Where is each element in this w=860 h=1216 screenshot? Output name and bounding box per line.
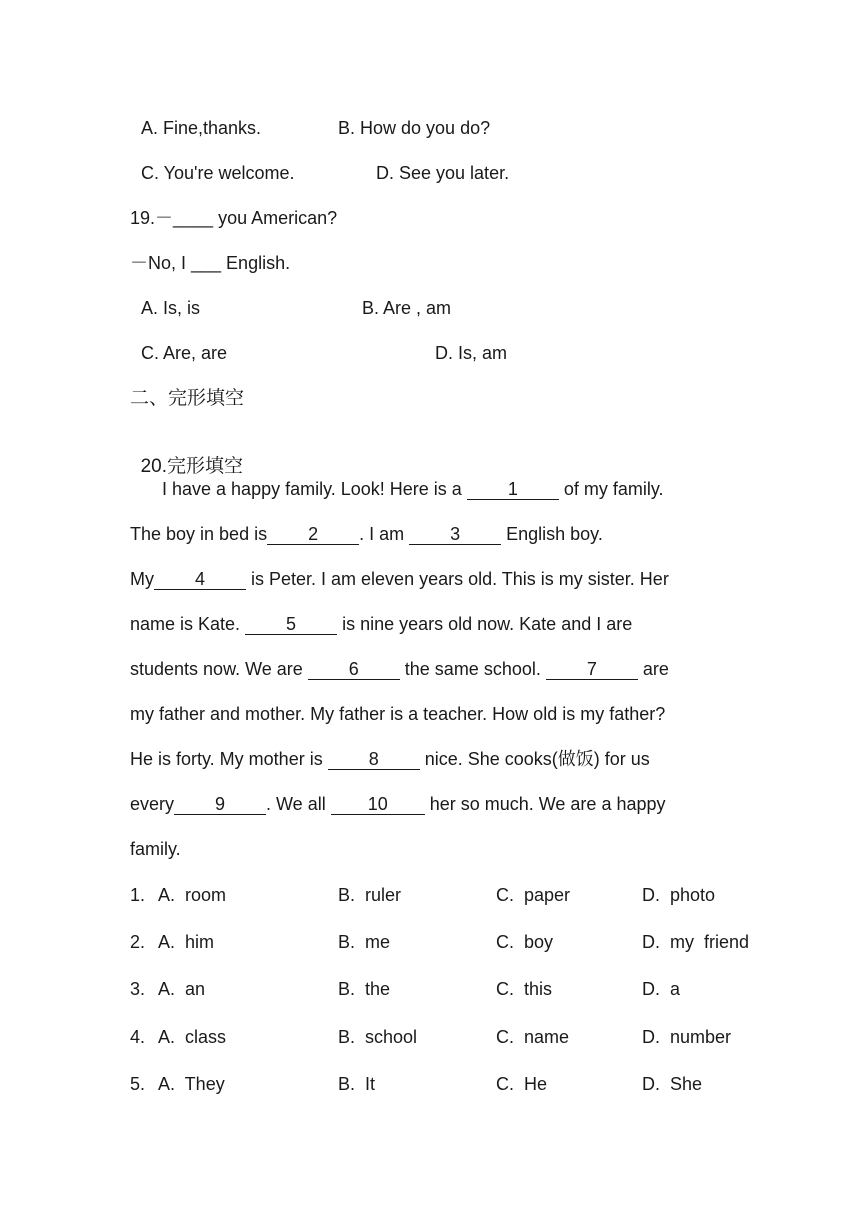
choice-d[interactable]: D. She	[642, 1074, 703, 1094]
choice-number: 4.	[130, 1027, 146, 1047]
passage-text: He is forty. My mother is	[130, 749, 328, 769]
choice-row-3	[130, 977, 790, 1001]
passage-text: . We all	[266, 794, 331, 814]
passage-text: students now. We are	[130, 659, 308, 679]
blank-10[interactable]: 10	[331, 794, 425, 815]
blank-2[interactable]: 2	[267, 524, 359, 545]
choice-row-4	[130, 1025, 790, 1049]
passage-text: of my family.	[558, 479, 664, 499]
choice-a[interactable]: A. They	[158, 1074, 225, 1094]
passage-text: is Peter. I am eleven years old. This is my sister. Her	[246, 569, 669, 589]
blank-3[interactable]: 3	[409, 524, 501, 545]
q19-option-d: D. Is, am	[435, 343, 508, 363]
choice-b[interactable]: B. ruler	[338, 885, 402, 905]
passage-line-8	[130, 792, 666, 816]
passage-text: are	[637, 659, 669, 679]
q19-option-c: C. Are, are	[141, 343, 228, 363]
choice-c[interactable]: C. boy	[496, 932, 554, 952]
passage-text: every	[130, 794, 175, 814]
choice-a[interactable]: A. an	[158, 979, 206, 999]
q19-question: 19.－____ you American?	[130, 208, 338, 228]
passage-line-2	[130, 522, 603, 546]
choice-row-5	[130, 1072, 790, 1096]
choice-b[interactable]: B. the	[338, 979, 391, 999]
passage-text: the same school.	[399, 659, 546, 679]
choice-d[interactable]: D. photo	[642, 885, 716, 905]
choice-c[interactable]: C. paper	[496, 885, 571, 905]
q20-title	[130, 431, 243, 479]
passage-text: . I am	[359, 524, 410, 544]
choice-number: 3.	[130, 979, 146, 999]
choice-c[interactable]: C. name	[496, 1027, 570, 1047]
choice-c[interactable]: C. this	[496, 979, 553, 999]
passage-text: The boy in bed is	[130, 524, 268, 544]
choice-a[interactable]: A. him	[158, 932, 215, 952]
q19-answer-line: －No, I ___ English.	[130, 253, 291, 273]
choice-c[interactable]: C. He	[496, 1074, 548, 1094]
choice-d[interactable]: D. number	[642, 1027, 732, 1047]
choice-b[interactable]: B. It	[338, 1074, 376, 1094]
passage-text: nice. She cooks(做饭) for us	[419, 749, 650, 769]
passage-text: English boy.	[501, 524, 603, 544]
passage-line-4	[130, 612, 632, 636]
passage-line-5	[130, 657, 669, 681]
choice-number: 1.	[130, 885, 146, 905]
choice-number: 2.	[130, 932, 146, 952]
choice-b[interactable]: B. school	[338, 1027, 418, 1047]
passage-text: is nine years old now. Kate and I are	[337, 614, 633, 634]
section-title: 二、完形填空	[130, 387, 245, 409]
passage-text: her so much. We are a happy	[424, 794, 666, 814]
q18-option-b: B. How do you do?	[338, 118, 491, 138]
passage-line-1	[162, 477, 664, 501]
q18-option-c: C. You're welcome.	[141, 163, 295, 183]
passage-text: My	[130, 569, 154, 589]
passage-line-7	[130, 747, 650, 771]
choice-b[interactable]: B. me	[338, 932, 391, 952]
choice-row-2	[130, 930, 790, 954]
choice-d[interactable]: D. a	[642, 979, 681, 999]
q18-option-d: D. See you later.	[376, 163, 510, 183]
blank-7[interactable]: 7	[546, 659, 638, 680]
choice-number: 5.	[130, 1074, 146, 1094]
blank-9[interactable]: 9	[174, 794, 266, 815]
passage-text: name is Kate.	[130, 614, 246, 634]
passage-text: I have a happy family. Look! Here is a	[162, 479, 467, 499]
blank-6[interactable]: 6	[308, 659, 400, 680]
passage-line-6: my father and mother. My father is a teacher. How old is my father?	[130, 704, 666, 724]
choice-d[interactable]: D. my friend	[642, 932, 750, 952]
choice-a[interactable]: A. class	[158, 1027, 227, 1047]
q20-title-text: 20.完形填空	[140, 456, 243, 477]
blank-8[interactable]: 8	[328, 749, 420, 770]
q18-option-a: A. Fine,thanks.	[141, 118, 262, 138]
q19-option-b: B. Are , am	[362, 298, 452, 318]
passage-line-9: family.	[130, 839, 181, 859]
passage-line-3	[130, 567, 669, 591]
blank-1[interactable]: 1	[467, 479, 559, 500]
choice-row-1	[130, 883, 790, 907]
choice-a[interactable]: A. room	[158, 885, 227, 905]
blank-5[interactable]: 5	[245, 614, 337, 635]
q19-option-a: A. Is, is	[141, 298, 201, 318]
blank-4[interactable]: 4	[154, 569, 246, 590]
